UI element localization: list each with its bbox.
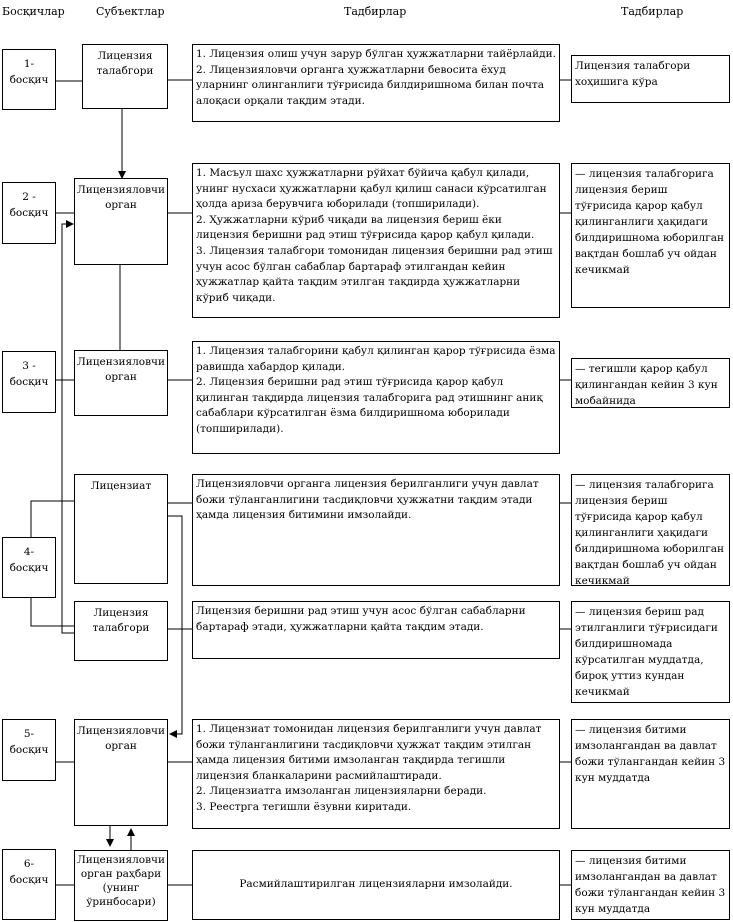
action-3-line-1: 1. Лицензия талабгорини қабул қилинган қарор тўғрисида ёзма равишда хабардор қилади. xyxy=(196,345,556,373)
action-1-line-2: 2. Лицензияловчи органга ҳужжатларни бевосита ёхуд уларнинг олинганлиги тўғрисида билдиришнома билан почта алоқаси орқали тақдим этади. xyxy=(196,63,544,107)
subject-licensing-authority-2: Лицензияловчи орган xyxy=(74,350,168,416)
term-box-2: — лицензия талабгорига лицензия бериш тўғрисида қарор қабул қилинганлиги ҳақидаги билдиришнома юборилган вақтдан бошлаб уч ойдан кечикмай xyxy=(571,163,730,308)
stage-4-box: 4- босқич xyxy=(2,537,56,598)
action-2-line-2: 2. Ҳужжатларни кўриб чиқади ва лицензия бериш ёки лицензия беришни рад этиш тўғрисида қарор қабул қилади. xyxy=(196,213,535,242)
action-box-2 xyxy=(192,163,560,318)
action-6-line-1: 1. Лицензиат томонидан лицензия берилганлиги учун давлат божи тўланганлигини тасдиқловчи ҳужжат тақдим этилган ҳамда лицензия битими имзоланган тақдирда тегишли лицензия бланкаларини расмийлаштиради. xyxy=(196,723,542,782)
stage-5-box: 5- босқич xyxy=(2,719,56,781)
term-box-4: — лицензия талабгорига лицензия бериш тўғрисида қарор қабул қилинганлиги ҳақидаги билдиришнома юборилган вақтдан бошлаб уч ойдан кечикмай xyxy=(571,474,730,586)
header-terms: Тадбирлар xyxy=(621,5,684,18)
stage-2-box: 2 - босқич xyxy=(2,182,56,244)
subject-authority-head: Лицензияловчи орган раҳбари (унинг ўринбосари) xyxy=(74,850,168,921)
header-subjects: Субъектлар xyxy=(96,5,165,18)
stage-6-box: 6- босқич xyxy=(2,849,56,920)
header-actions: Тадбирлар xyxy=(344,5,407,18)
subject-licensing-authority-3: Лицензияловчи орган xyxy=(74,719,168,826)
subject-licensing-authority-1: Лицензияловчи орган xyxy=(74,178,168,265)
action-box-6 xyxy=(192,719,560,829)
term-box-3: — тегишли қарор қабул қилингандан кейин 3 кун мобайнида xyxy=(571,358,730,408)
action-3-line-2: 2. Лицензия беришни рад этиш тўғрисида қарор қабул қилинган тақдирда лицензия талабгорига рад этишнинг аниқ сабаблари кўрсатилган ёзма билдиришнома юборилади (топширилади). xyxy=(196,376,543,435)
term-box-1: Лицензия талабгори хоҳишига кўра xyxy=(571,55,730,103)
action-5-line-1: Лицензия беришни рад этиш учун асос бўлган сабабларни бартараф этади, ҳужжатларни қайта тақдим этади. xyxy=(196,605,526,633)
subject-license-applicant-1: Лицензия талабгори xyxy=(82,44,168,109)
action-6-line-2: 2. Лицензиатга имзоланган лицензияларни беради. xyxy=(196,785,487,798)
action-box-3 xyxy=(192,341,560,454)
arrow-licensee-to-organ xyxy=(168,516,182,734)
action-box-4 xyxy=(192,474,560,586)
stage-3-box: 3 - босқич xyxy=(2,351,56,413)
action-box-1 xyxy=(192,44,560,122)
link-stage4-subject4 xyxy=(31,501,74,537)
action-box-5 xyxy=(192,601,560,659)
action-2-line-3: 3. Лицензия талабгори томонидан лицензия беришни рад этиш учун асос бўлган сабаблар бартараф этилгандан кейин ҳужжатлар қайта тақдим этилган тақдирда ҳужжатларни кўриб чиқади. xyxy=(196,244,553,304)
action-7-line-1: Расмийлаштирилган лицензияларни имзолайди. xyxy=(239,878,513,891)
header-stages: Босқичлар xyxy=(2,5,65,18)
action-4-line-1: Лицензияловчи органга лицензия берилганлиги учун давлат божи тўланганлигини тасдиқловчи ҳужжатни тақдим этади ҳамда лицензия битимини имзолайди. xyxy=(196,478,539,522)
term-box-5: — лицензия бериш рад этилганлиги тўғрисидаги билдиришномада кўрсатилган муддатда, бироқ уттиз кундан кечикмай xyxy=(571,601,730,703)
action-6-line-3: 3. Реестрга тегишли ёзувни киритади. xyxy=(196,800,412,813)
term-box-7: — лицензия битими имзолангандан ва давлат божи тўлангандан кейин 3 кун муддатда xyxy=(571,850,730,920)
term-box-6: — лицензия битими имзолангандан ва давлат божи тўлангандан кейин 3 кун муддатда xyxy=(571,719,730,829)
subject-licensee: Лицензиат xyxy=(74,474,168,584)
link-stage4-subject5 xyxy=(31,598,74,626)
action-1-line-1: 1. Лицензия олиш учун зарур бўлган ҳужжатларни тайёрлайди. xyxy=(196,48,556,60)
action-2-line-1: 1. Масъул шахс ҳужжатларни рўйхат бўйича қабул қилади, унинг нусхаси ҳужжатларни қабул қилиш санаси кўрсатилган ҳолда ариза берувчига юборилади (топширилади). xyxy=(196,167,547,211)
arrow-loop-to-subject2 xyxy=(62,224,74,633)
subject-license-applicant-2: Лицензия талабгори xyxy=(74,601,168,661)
action-box-7 xyxy=(192,850,560,920)
stage-1-box: 1- босқич xyxy=(2,49,56,110)
